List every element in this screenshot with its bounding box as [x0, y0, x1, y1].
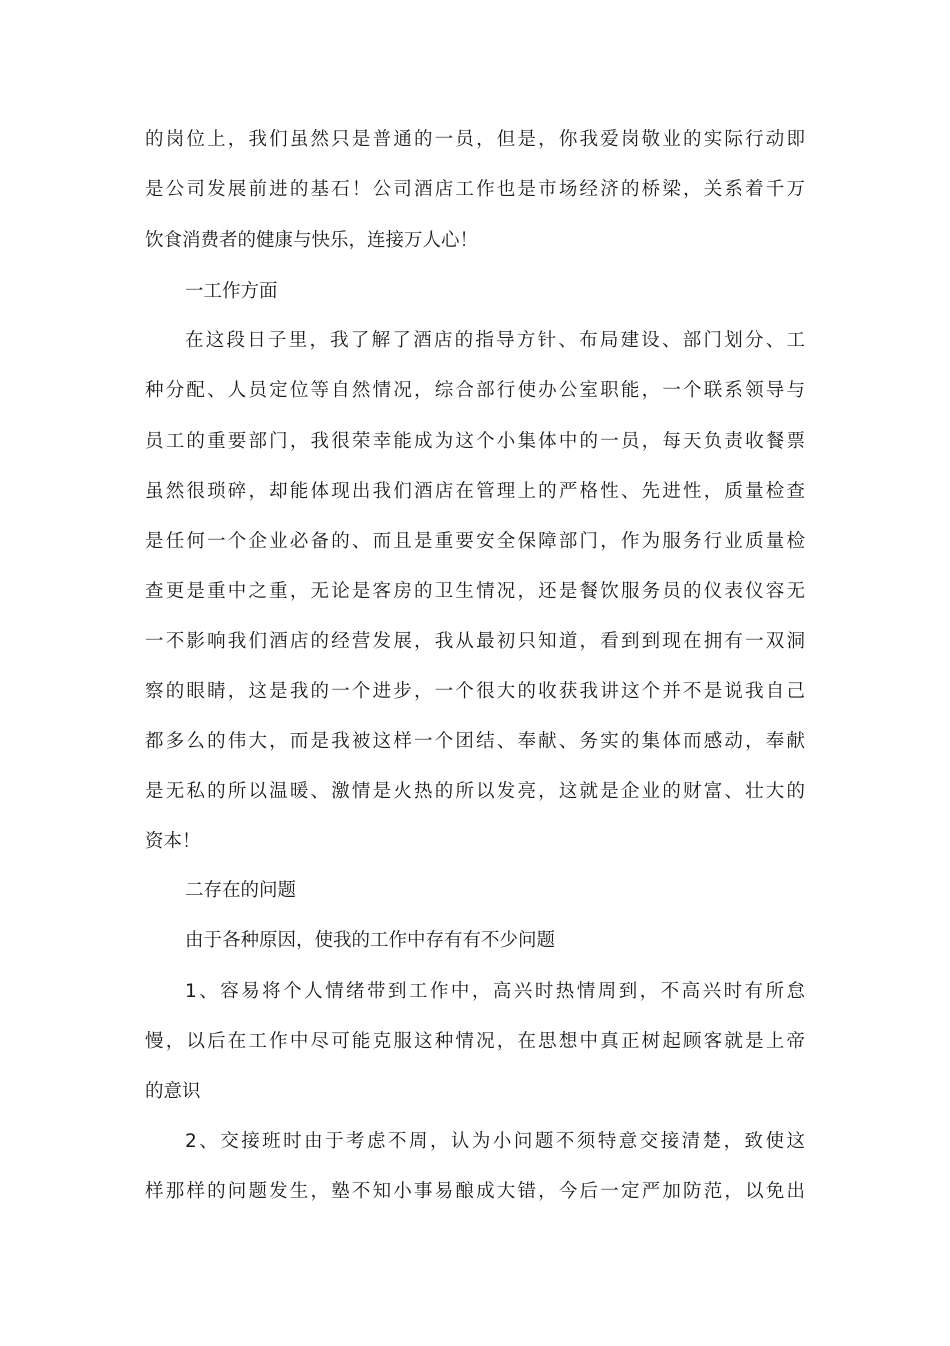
paragraph-line: 是公司发展前进的基石！公司酒店工作也是市场经济的桥梁，关系着千万 [145, 179, 805, 200]
paragraph-line: 虽然很琐碎，却能体现出我们酒店在管理上的严格性、先进性，质量检查 [145, 481, 805, 502]
paragraph-line: 饮食消费者的健康与快乐，连接万人心！ [145, 230, 479, 251]
paragraph-line: 种分配、人员定位等自然情况，综合部行使办公室职能，一个联系领导与 [145, 380, 805, 401]
paragraph-line: 资本！ [145, 831, 201, 852]
paragraph-line: 是无私的所以温暖、激情是火热的所以发亮，这就是企业的财富、壮大的 [145, 781, 805, 802]
paragraph-line: 是任何一个企业必备的、而且是重要安全保障部门，作为服务行业质量检 [145, 531, 805, 552]
paragraph-line: 员工的重要部门，我很荣幸能成为这个小集体中的一员，每天负责收餐票 [145, 431, 805, 452]
paragraph-line: 察的眼睛，这是我的一个进步，一个很大的收获我讲这个并不是说我自己 [145, 681, 805, 702]
section-heading: 一工作方面 [185, 281, 278, 302]
list-item-line: 1、容易将个人情绪带到工作中，高兴时热情周到，不高兴时有所怠 [185, 981, 805, 1002]
list-item-line: 的意识 [145, 1081, 201, 1102]
paragraph-line: 由于各种原因，使我的工作中存有有不少问题 [185, 930, 556, 951]
paragraph-line: 在这段日子里，我了解了酒店的指导方针、布局建设、部门划分、工 [185, 330, 805, 351]
list-item-line: 样那样的问题发生，塾不知小事易酿成大错，今后一定严加防范，以免出 [145, 1181, 805, 1202]
paragraph-line: 一不影响我们酒店的经营发展，我从最初只知道，看到到现在拥有一双洞 [145, 631, 805, 652]
list-item-line: 慢，以后在工作中尽可能克服这种情况，在思想中真正树起顾客就是上帝 [145, 1031, 805, 1052]
paragraph-line: 都多么的伟大，而是我被这样一个团结、奉献、务实的集体而感动，奉献 [145, 731, 805, 752]
paragraph-line: 查更是重中之重，无论是客房的卫生情况，还是餐饮服务员的仪表仪容无 [145, 581, 805, 602]
list-item-line: 2、交接班时由于考虑不周，认为小问题不须特意交接清楚，致使这 [185, 1131, 805, 1152]
paragraph-line: 的岗位上，我们虽然只是普通的一员，但是，你我爱岗敬业的实际行动即 [145, 129, 805, 150]
section-heading: 二存在的问题 [185, 880, 297, 901]
